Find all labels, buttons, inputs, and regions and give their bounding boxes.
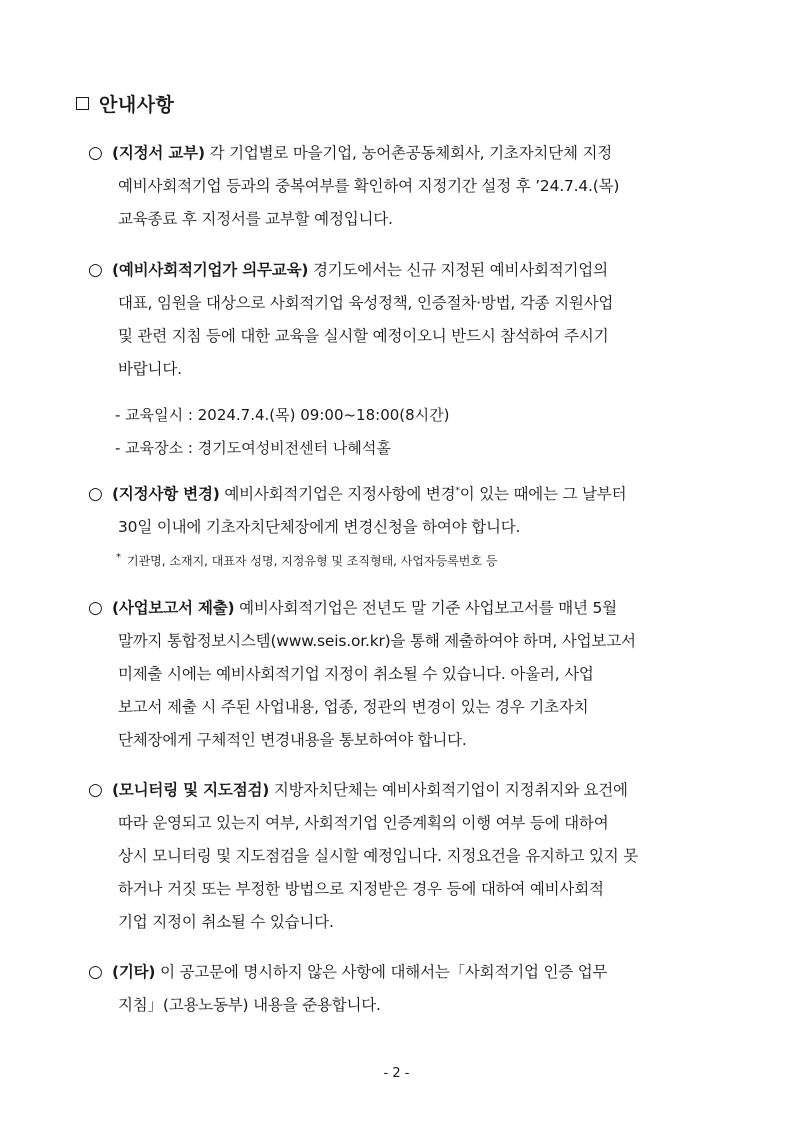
- item-text: 각 기업별로 마을기업, 농어촌공동체회사, 기초자치단체 지정: [209, 144, 612, 162]
- item-title: (모니터링 및 지도점검): [112, 781, 270, 799]
- section-title: 안내사항: [99, 94, 175, 116]
- item-line: 말까지 통합정보시스템(www.seis.or.kr)을 통해 제출하여야 하며, 사업보고서: [118, 632, 636, 650]
- item-line: 따라 운영되고 있는지 여부, 사회적기업 인증계획의 이행 여부 등에 대하여: [118, 814, 609, 832]
- footnote-star: *: [116, 552, 121, 563]
- item-text: 지방자치단체는 예비사회적기업이 지정취지와 요건에: [273, 781, 628, 799]
- notice-item-mandatory-education: [88, 254, 728, 386]
- circle-bullet-icon: ○: [88, 962, 103, 982]
- item-first-line: [88, 956, 728, 989]
- item-title: (예비사회적기업가 의무교육): [112, 261, 309, 279]
- item-first-line: [88, 254, 728, 287]
- item-line: 단체장에게 구체적인 변경내용을 통보하여야 합니다.: [118, 731, 467, 749]
- circle-bullet-icon: ○: [88, 143, 103, 163]
- footnote: [116, 548, 497, 571]
- notice-item-certificate: [88, 137, 728, 236]
- item-text: 이 있는 때에는 그 날부터: [459, 485, 627, 503]
- item-first-line: [88, 774, 728, 807]
- education-date: - 교육일시 : 2024.7.4.(목) 09:00~18:00(8시간): [115, 406, 450, 424]
- circle-bullet-icon: ○: [88, 260, 103, 280]
- notice-item-monitoring: [88, 774, 728, 939]
- item-text: 예비사회적기업은 지정사항에 변경: [224, 485, 456, 503]
- item-line: 미제출 시에는 예비사회적기업 지정이 취소될 수 있습니다. 아울러, 사업: [118, 665, 594, 683]
- item-line: 보고서 제출 시 주된 사업내용, 업종, 정관의 변경이 있는 경우 기초자치: [118, 698, 589, 716]
- item-line: 상시 모니터링 및 지도점검을 실시할 예정입니다. 지정요건을 유지하고 있지 못: [118, 847, 639, 865]
- circle-bullet-icon: ○: [88, 598, 103, 618]
- notice-item-other: [88, 956, 728, 1022]
- item-title: (사업보고서 제출): [112, 599, 235, 617]
- footnote-marker: *: [455, 485, 460, 496]
- item-title: (지정사항 변경): [112, 485, 220, 503]
- notice-item-business-report: [88, 592, 728, 757]
- page-number: - 2 -: [383, 1066, 410, 1081]
- item-line: 대표, 임원을 대상으로 사회적기업 육성정책, 인증절차·방법, 각종 지원사업: [118, 294, 614, 312]
- circle-bullet-icon: ○: [88, 484, 103, 504]
- education-location: - 교육장소 : 경기도여성비전센터 나혜석홀: [115, 439, 391, 457]
- item-line: 바랍니다.: [118, 360, 182, 378]
- section-heading: [76, 90, 174, 117]
- item-text: 예비사회적기업은 전년도 말 기준 사업보고서를 매년 5월: [239, 599, 617, 617]
- item-line: 30일 이내에 기초자치단체장에게 변경신청을 하여야 합니다.: [118, 518, 521, 536]
- item-first-line: [88, 478, 728, 511]
- item-first-line: [88, 137, 728, 170]
- item-line: 교육종료 후 지정서를 교부할 예정입니다.: [118, 210, 393, 228]
- circle-bullet-icon: ○: [88, 780, 103, 800]
- item-line: 기업 지정이 취소될 수 있습니다.: [118, 913, 334, 931]
- item-title: (기타): [112, 963, 156, 981]
- item-line: 예비사회적기업 등과의 중복여부를 확인하여 지정기간 설정 후 ’24.7.4.(목): [118, 177, 620, 195]
- notice-item-designation-change: [88, 478, 728, 544]
- checkbox-icon: [76, 97, 89, 110]
- item-line: 지침」(고용노동부) 내용을 준용합니다.: [118, 996, 381, 1014]
- footnote-text: 기관명, 소재지, 대표자 성명, 지정유형 및 조직형태, 사업자등록번호 등: [127, 554, 498, 568]
- item-text: 이 공고문에 명시하지 않은 사항에 대해서는「사회적기업 인증 업무: [160, 963, 608, 981]
- item-line: 및 관련 지침 등에 대한 교육을 실시할 예정이오니 반드시 참석하여 주시기: [118, 327, 609, 345]
- item-line: 하거나 거짓 또는 부정한 방법으로 지정받은 경우 등에 대하여 예비사회적: [118, 880, 604, 898]
- item-title: (지정서 교부): [112, 144, 205, 162]
- item-first-line: [88, 592, 728, 625]
- item-text: 경기도에서는 신규 지정된 예비사회적기업의: [312, 261, 608, 279]
